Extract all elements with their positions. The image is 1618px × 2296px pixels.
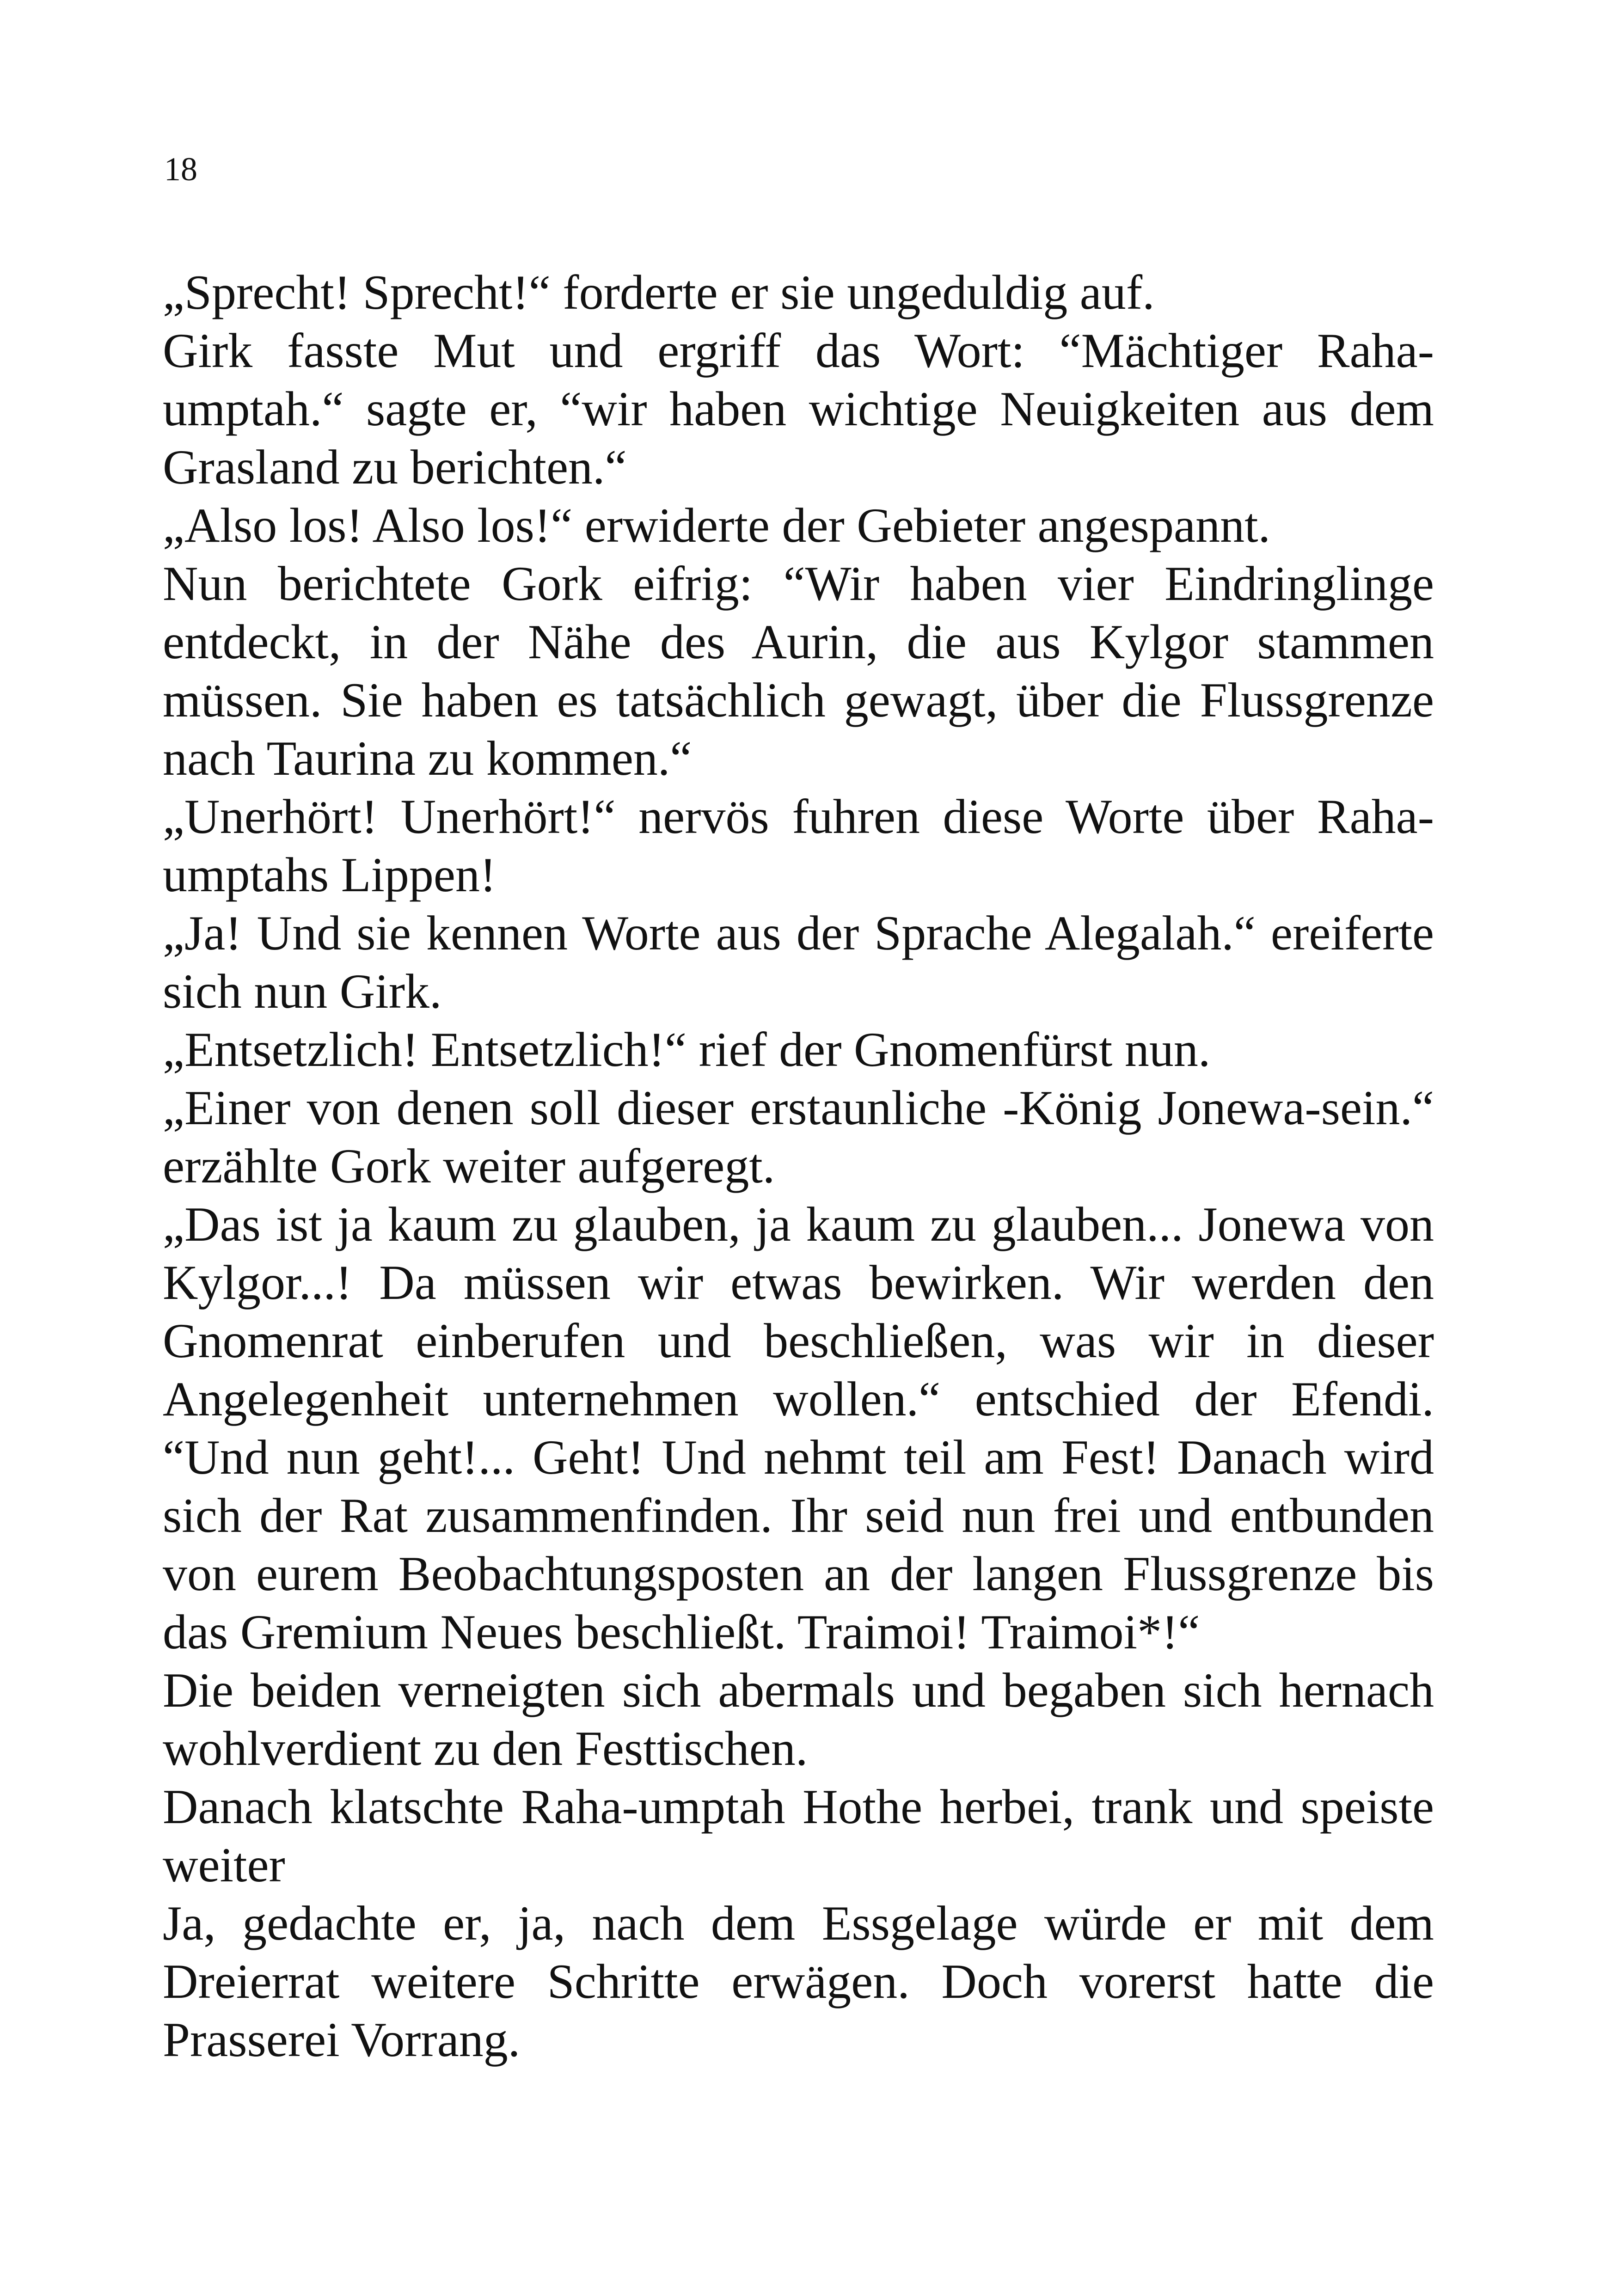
- paragraph: „Einer von denen soll dieser erstaunliche -König Jonewa-sein.“ erzählte Gork weiter aufgeregt.: [163, 1081, 1434, 1193]
- paragraph: „Entsetzlich! Entsetzlich!“ rief der Gnomenfürst nun.: [163, 1022, 1211, 1077]
- paragraph: „Unerhört! Unerhört!“ nervös fuhren diese Worte über Raha-umptahs Lippen!: [163, 790, 1434, 902]
- paragraph: Nun berichtete Gork eifrig: “Wir haben vier Eindringlinge entdeckt, in der Nähe des Aurin, die aus Kylgor stammen müssen. Sie haben es tatsächlich gewagt, über die Flussgrenze nach Taurina zu kommen.“: [163, 557, 1434, 785]
- paragraph: Die beiden verneigten sich abermals und begaben sich hernach wohlverdient zu den Festtischen.: [163, 1663, 1434, 1776]
- paragraph: „Sprecht! Sprecht!“ forderte er sie ungeduldig auf.: [163, 265, 1155, 319]
- body-text: [163, 263, 1434, 2069]
- paragraph: „Also los! Also los!“ erwiderte der Gebieter angespannt.: [163, 498, 1271, 552]
- paragraph: Danach klatschte Raha-umptah Hothe herbei, trank und speiste weiter: [163, 1780, 1434, 1892]
- paragraph: Girk fasste Mut und ergriff das Wort: “Mächtiger Raha-umptah.“ sagte er, “wir haben wichtige Neuigkeiten aus dem Grasland zu berichten.“: [163, 324, 1434, 494]
- paragraph: „Ja! Und sie kennen Worte aus der Sprache Alegalah.“ ereiferte sich nun Girk.: [163, 906, 1434, 1018]
- paragraph: Ja, gedachte er, ja, nach dem Essgelage würde er mit dem Dreierrat weitere Schritte erwägen. Doch vorerst hatte die Prasserei Vorrang.: [163, 1896, 1434, 2067]
- paragraph: „Das ist ja kaum zu glauben, ja kaum zu glauben... Jonewa von Kylgor...! Da müssen wir etwas bewirken. Wir werden den Gnomenrat einberufen und beschließen, was wir in dieser Angelegenheit unternehmen wollen.“ entschied der Efendi. “Und nun geht!... Geht! Und nehmt teil am Fest! Danach wird sich der Rat zusammenfinden. Ihr seid nun frei und entbunden von eurem Beobachtungsposten an der langen Flussgrenze bis das Gremium Neues beschließt. Traimoi! Traimoi*!“: [163, 1197, 1434, 1659]
- page-number: 18: [164, 151, 197, 188]
